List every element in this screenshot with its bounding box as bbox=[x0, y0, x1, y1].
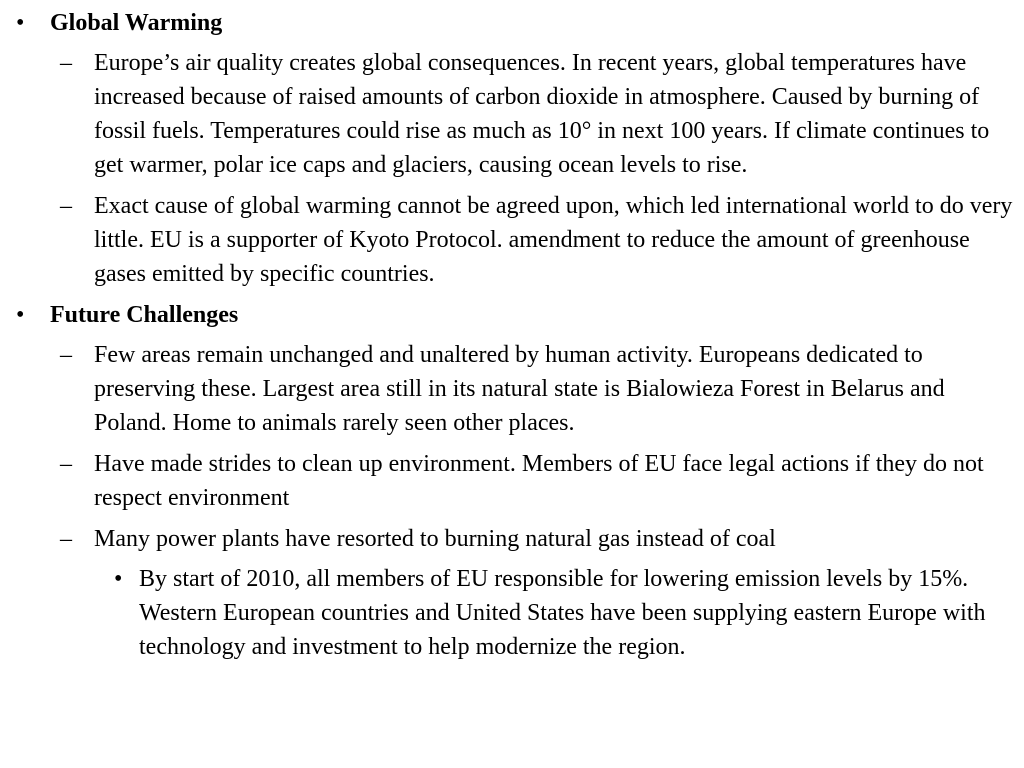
bullet-list bbox=[0, 6, 1014, 664]
sub-bullet-item bbox=[50, 46, 1014, 182]
sub-bullet-text: Few areas remain unchanged and unaltered by human activity. Europeans dedicated to preserving these. Largest area still in its natural state is Bialowieza Forest in Belarus and Poland. Home to animals rarely seen other places. bbox=[94, 342, 945, 436]
sub-bullet-item bbox=[50, 189, 1014, 291]
sub-bullet-text: Exact cause of global warming cannot be agreed upon, which led international world to do very little. EU is a supporter of Kyoto Protocol. amendment to reduce the amount of greenhouse gases emitted by specific countries. bbox=[94, 193, 1013, 287]
bullet-future-challenges bbox=[0, 298, 1014, 664]
nested-bullet-item bbox=[94, 562, 1014, 664]
sub-bullet-list bbox=[50, 46, 1014, 291]
bullet-marker: • bbox=[16, 10, 25, 36]
bullet-global-warming bbox=[0, 6, 1014, 291]
section-heading-future-challenges: Future Challenges bbox=[50, 302, 239, 328]
sub-bullet-list bbox=[50, 338, 1014, 664]
dash-marker: – bbox=[60, 451, 72, 477]
small-bullet-marker: • bbox=[114, 566, 123, 592]
dash-marker: – bbox=[60, 526, 72, 552]
sub-bullet-text: Have made strides to clean up environment. Members of EU face legal actions if they do not respect environment bbox=[94, 451, 984, 511]
dash-marker: – bbox=[60, 50, 72, 76]
sub-bullet-text: Europe’s air quality creates global consequences. In recent years, global temperatures have increased because of raised amounts of carbon dioxide in atmosphere. Caused by burning of fossil fuels. Temperatures could rise as much as 10° in next 100 years. If climate continues to get warmer, polar ice caps and glaciers, causing ocean levels to rise. bbox=[94, 50, 990, 178]
sub-bullet-item bbox=[50, 522, 1014, 664]
nested-bullet-list bbox=[94, 562, 1014, 664]
section-heading-global-warming: Global Warming bbox=[50, 10, 223, 36]
sub-bullet-item bbox=[50, 447, 1014, 515]
dash-marker: – bbox=[60, 342, 72, 368]
bullet-marker: • bbox=[16, 302, 25, 328]
nested-bullet-text: By start of 2010, all members of EU responsible for lowering emission levels by 15%. Western European countries and United States have been supplying eastern Europe with technology and investment to help modernize the region. bbox=[139, 566, 986, 660]
sub-bullet-text: Many power plants have resorted to burning natural gas instead of coal bbox=[94, 526, 776, 552]
sub-bullet-item bbox=[50, 338, 1014, 440]
dash-marker: – bbox=[60, 193, 72, 219]
